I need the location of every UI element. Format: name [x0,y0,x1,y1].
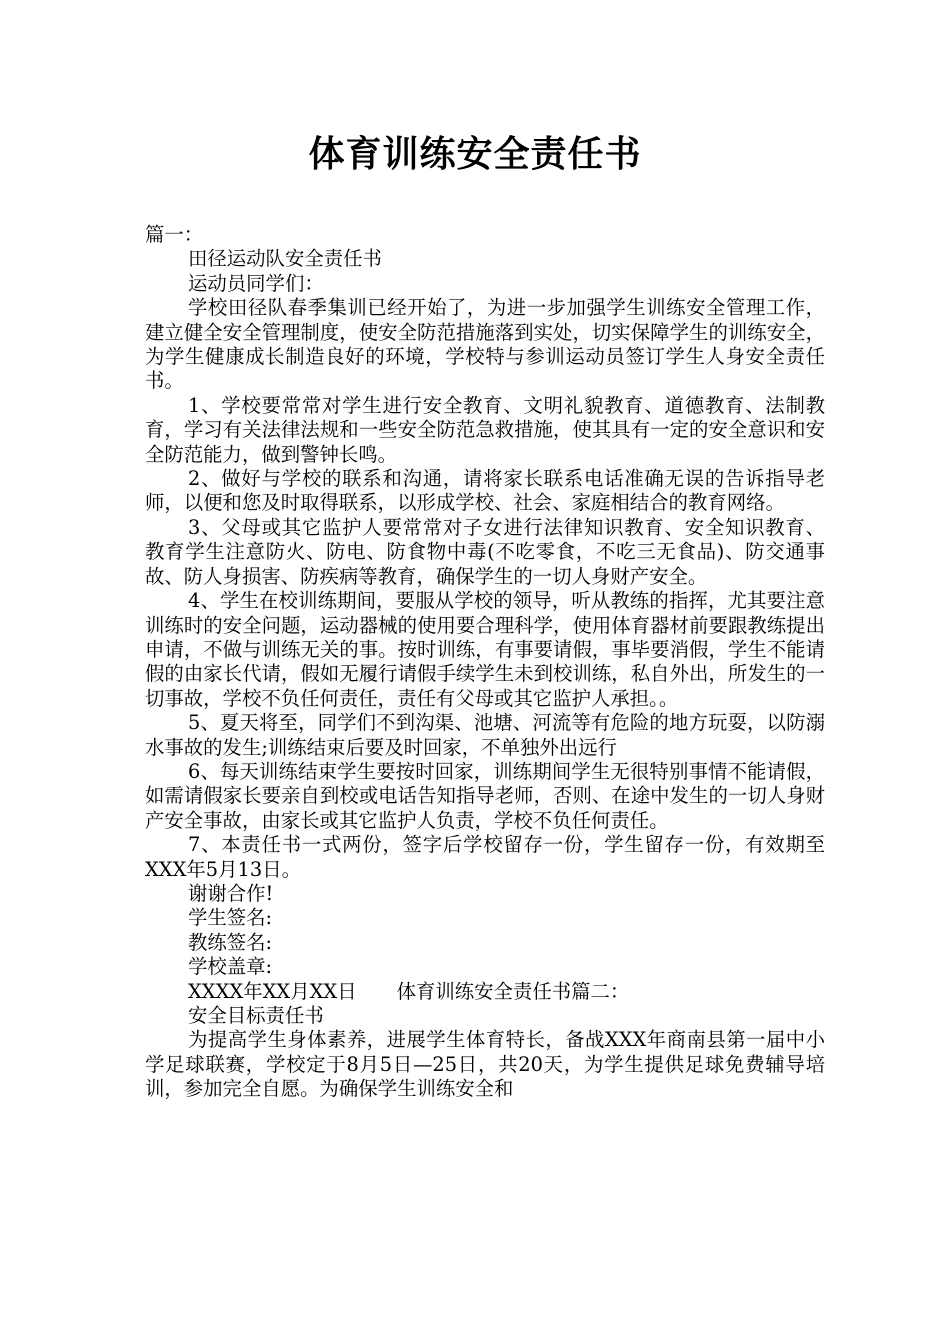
part-two-intro: 为提高学生身体素养，进展学生体育特长，备战XXX年商南县第一届中小学足球联赛，学校定于8月5日—25日，共20天，为学生提供足球免费辅导培训，参加完全自愿。为确保学生训练安全和 [145,1028,825,1101]
intro-paragraph: 学校田径队春季集训已经开始了，为进一步加强学生训练安全管理工作，建立健全安全管理制度，使安全防范措施落到实处，切实保障学生的训练安全，为学生健康成长制造良好的环境，学校特与参训运动员签订学生人身安全责任书。 [145,296,825,393]
clause-5: 5、夏天将至，同学们不到沟渠、池塘、河流等有危险的地方玩耍，以防溺水事故的发生;训练结束后要及时回家，不单独外出远行 [145,711,825,759]
section-label: 篇一： [145,223,204,246]
clause-7: 7、本责任书一式两份，签字后学校留存一份，学生留存一份，有效期至XXX年5月13日。 [145,833,825,881]
student-signature-line: 学生签名: [188,906,273,930]
section-heading: 田径运动队安全责任书 [188,247,382,271]
document-body [145,223,825,1102]
clause-1: 1、学校要常常对学生进行安全教育、文明礼貌教育、道德教育、法制教育，学习有关法律法规和一些安全防范急救措施，使其具有一定的安全意识和安全防范能力，做到警钟长鸣。 [145,393,825,466]
coach-signature-line: 教练签名: [188,930,273,954]
clause-3: 3、父母或其它监护人要常常对子女进行法律知识教育、安全知识教育、 教育学生注意防火、防电、防食物中毒(不吃零食，不吃三无食品)、防交通事故、防人身损害、防疾病等教育，确保学生的一切人身财产安全。 [145,515,825,588]
clause-2: 2、做好与学校的联系和沟通，请将家长联系电话准确无误的告诉指导老师，以便和您及时取得联系，以形成学校、社会、家庭相结合的教育网络。 [145,467,825,515]
document-title: 体育训练安全责任书 [308,134,642,175]
salutation: 运动员同学们： [188,271,324,295]
part-two-title: 安全目标责任书 [188,1004,324,1027]
school-seal-line: 学校盖章: [188,955,273,979]
thanks-line: 谢谢合作! [188,881,274,905]
clause-6: 6、每天训练结束学生要按时回家，训练期间学生无很特别事情不能请假，如需请假家长要亲自到校或电话告知指导老师，否则、在途中发生的一切人身财产安全事故，由家长或其它监护人负责，学校不负任何责任。 [145,759,825,832]
date-and-part-two-line [145,980,825,1004]
part-two-heading: 体育训练安全责任书篇二： [396,979,630,1003]
clause-4: 4、学生在校训练期间，要服从学校的领导，听从教练的指挥，尤其要注意训练时的安全问题，运动器械的使用要合理科学，使用体育器材前要跟教练提出申请，不做与训练无关的事。按时训练，有事要请假，事毕要消假，学生不能请假的由家长代请，假如无履行请假手续学生未到校训练，私自外出，所发生的一切事故，学校不负任何责任，责任有父母或其它监护人承担。。 [145,589,825,710]
date-line: XXXX年XX月XX日 [188,979,357,1003]
